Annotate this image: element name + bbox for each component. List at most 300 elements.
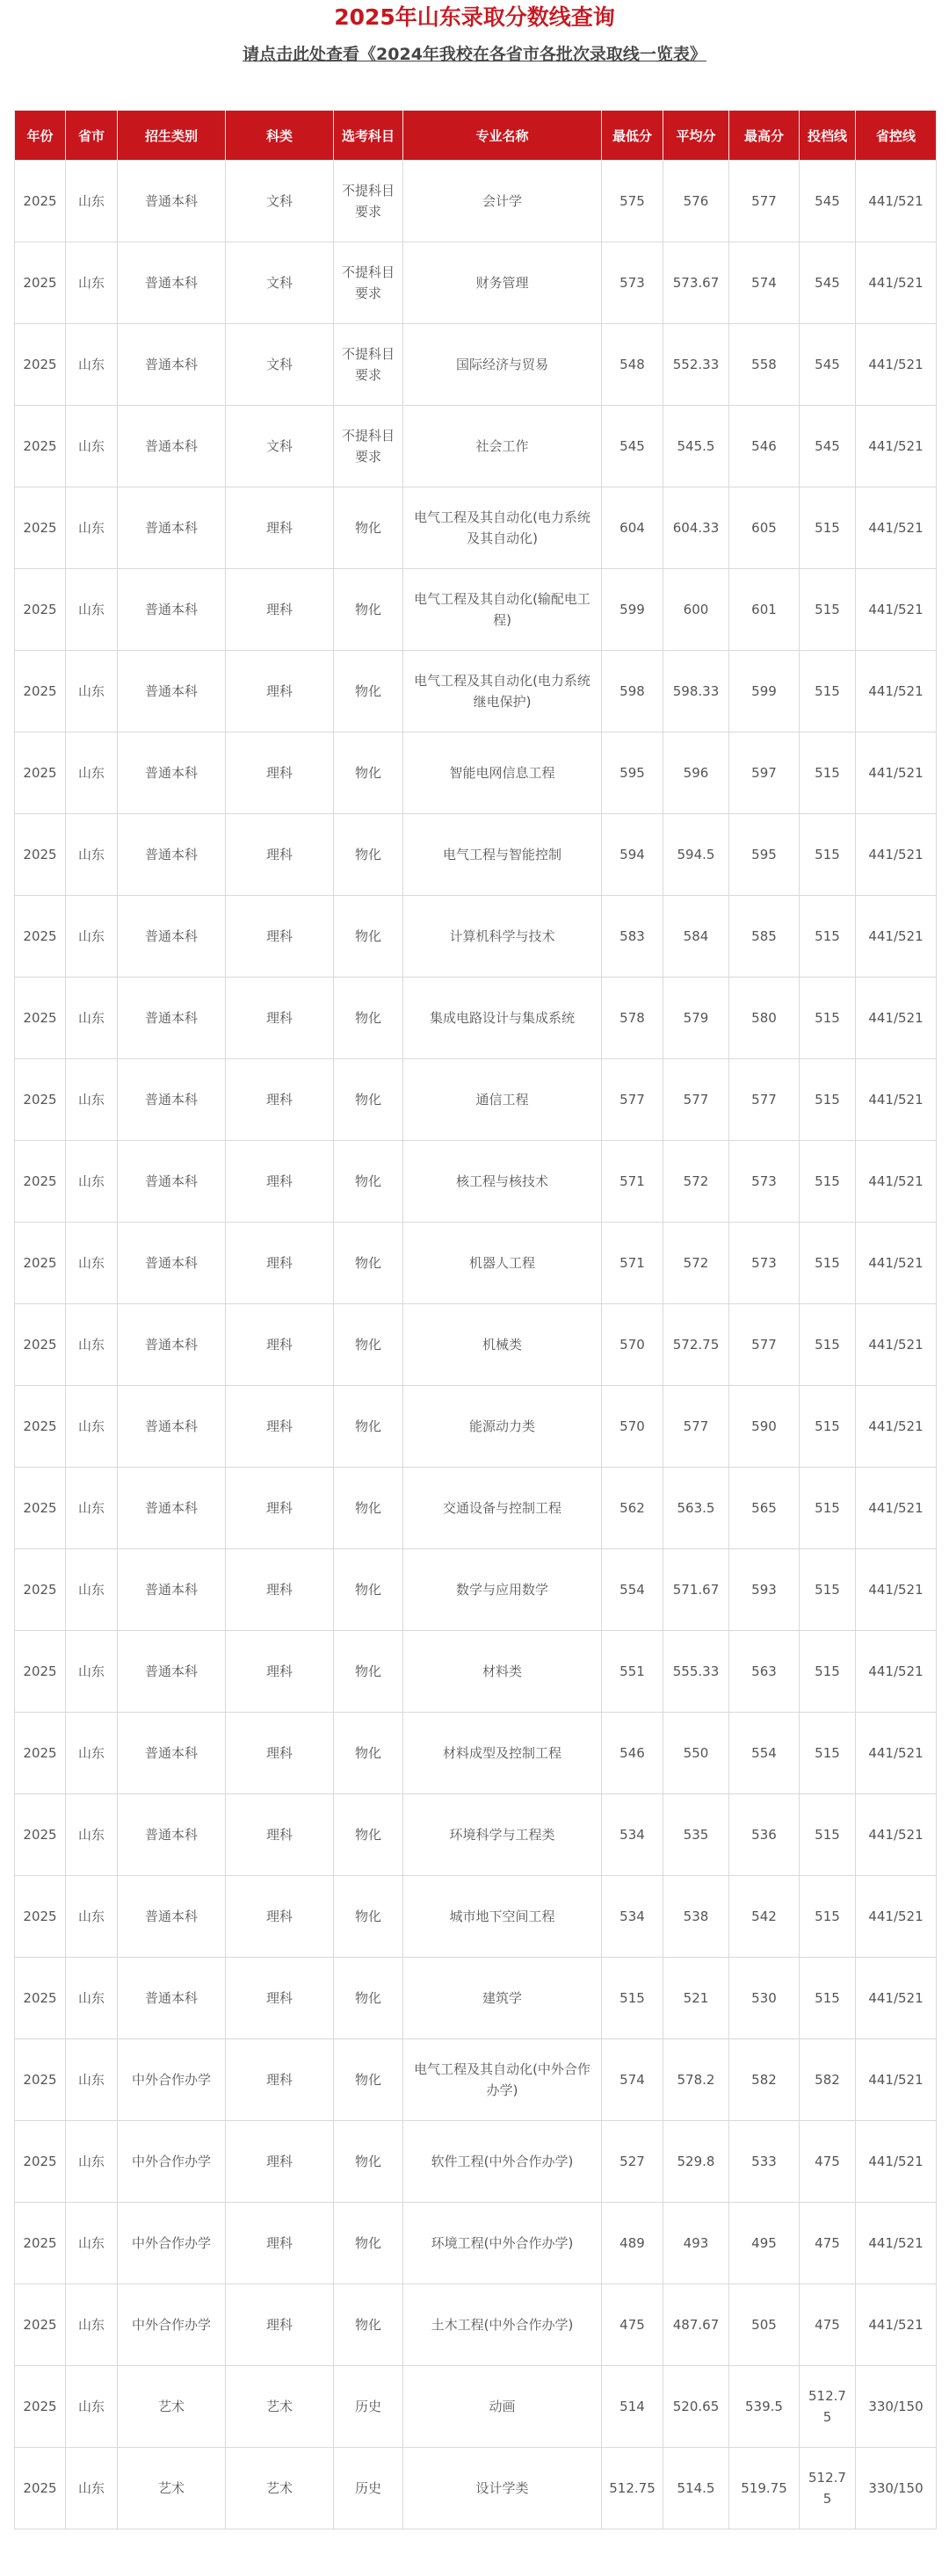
table-cell: 普通本科 bbox=[118, 1223, 226, 1304]
table-cell: 2025 bbox=[15, 1059, 66, 1141]
table-cell: 571 bbox=[602, 1141, 663, 1223]
table-cell: 545 bbox=[800, 406, 856, 487]
table-row bbox=[15, 1386, 937, 1468]
table-cell: 土木工程(中外合作办学) bbox=[403, 2284, 602, 2366]
table-cell: 2025 bbox=[15, 1223, 66, 1304]
table-cell: 571 bbox=[602, 1223, 663, 1304]
table-cell: 2025 bbox=[15, 1794, 66, 1876]
column-header: 平均分 bbox=[663, 111, 729, 161]
table-cell: 475 bbox=[800, 2203, 856, 2284]
table-cell: 山东 bbox=[66, 406, 118, 487]
table-cell: 环境工程(中外合作办学) bbox=[403, 2203, 602, 2284]
table-cell: 582 bbox=[729, 2039, 800, 2121]
table-cell: 山东 bbox=[66, 1549, 118, 1631]
table-cell: 理科 bbox=[226, 814, 334, 896]
table-cell: 山东 bbox=[66, 161, 118, 242]
table-cell: 546 bbox=[729, 406, 800, 487]
table-cell: 584 bbox=[663, 896, 729, 978]
table-row bbox=[15, 2448, 937, 2529]
table-cell: 理科 bbox=[226, 2284, 334, 2366]
table-cell: 国际经济与贸易 bbox=[403, 324, 602, 406]
column-header: 省市 bbox=[66, 111, 118, 161]
table-cell: 487.67 bbox=[663, 2284, 729, 2366]
table-cell: 583 bbox=[602, 896, 663, 978]
table-cell: 2025 bbox=[15, 2121, 66, 2203]
table-cell: 物化 bbox=[334, 569, 403, 651]
table-row bbox=[15, 1141, 937, 1223]
table-cell: 理科 bbox=[226, 1059, 334, 1141]
table-cell: 441/521 bbox=[856, 324, 937, 406]
table-cell: 理科 bbox=[226, 978, 334, 1059]
table-cell: 2025 bbox=[15, 1549, 66, 1631]
table-cell: 576 bbox=[663, 161, 729, 242]
table-cell: 515 bbox=[800, 1876, 856, 1958]
column-header: 年份 bbox=[15, 111, 66, 161]
table-cell: 441/521 bbox=[856, 1549, 937, 1631]
table-cell: 515 bbox=[800, 1304, 856, 1386]
table-cell: 599 bbox=[602, 569, 663, 651]
table-cell: 中外合作办学 bbox=[118, 2284, 226, 2366]
table-cell: 山东 bbox=[66, 1468, 118, 1549]
table-cell: 电气工程及其自动化(中外合作办学) bbox=[403, 2039, 602, 2121]
table-cell: 441/521 bbox=[856, 242, 937, 324]
table-cell: 571.67 bbox=[663, 1549, 729, 1631]
table-row bbox=[15, 1876, 937, 1958]
table-cell: 山东 bbox=[66, 978, 118, 1059]
table-cell: 515 bbox=[800, 1549, 856, 1631]
table-cell: 330/150 bbox=[856, 2366, 937, 2448]
table-cell: 577 bbox=[729, 161, 800, 242]
table-cell: 574 bbox=[729, 242, 800, 324]
table-cell: 理科 bbox=[226, 1713, 334, 1794]
table-cell: 598 bbox=[602, 651, 663, 732]
table-row bbox=[15, 1794, 937, 1876]
table-cell: 572 bbox=[663, 1223, 729, 1304]
table-header-row bbox=[15, 111, 937, 161]
column-header: 招生类别 bbox=[118, 111, 226, 161]
table-cell: 普通本科 bbox=[118, 406, 226, 487]
table-cell: 物化 bbox=[334, 1794, 403, 1876]
table-cell: 550 bbox=[663, 1713, 729, 1794]
table-cell: 558 bbox=[729, 324, 800, 406]
table-cell: 570 bbox=[602, 1386, 663, 1468]
table-cell: 441/521 bbox=[856, 2284, 937, 2366]
table-cell: 历史 bbox=[334, 2448, 403, 2529]
table-cell: 山东 bbox=[66, 324, 118, 406]
table-cell: 2025 bbox=[15, 242, 66, 324]
table-row bbox=[15, 487, 937, 569]
table-cell: 539.5 bbox=[729, 2366, 800, 2448]
table-cell: 577 bbox=[729, 1304, 800, 1386]
table-cell: 普通本科 bbox=[118, 1386, 226, 1468]
table-cell: 2025 bbox=[15, 1468, 66, 1549]
table-cell: 441/521 bbox=[856, 978, 937, 1059]
table-cell: 515 bbox=[800, 651, 856, 732]
table-cell: 物化 bbox=[334, 1141, 403, 1223]
table-cell: 441/521 bbox=[856, 1386, 937, 1468]
table-cell: 597 bbox=[729, 732, 800, 814]
table-row bbox=[15, 732, 937, 814]
table-cell: 山东 bbox=[66, 487, 118, 569]
table-cell: 493 bbox=[663, 2203, 729, 2284]
table-cell: 物化 bbox=[334, 1876, 403, 1958]
table-cell: 475 bbox=[800, 2284, 856, 2366]
table-cell: 物化 bbox=[334, 1059, 403, 1141]
table-cell: 理科 bbox=[226, 1141, 334, 1223]
table-cell: 集成电路设计与集成系统 bbox=[403, 978, 602, 1059]
table-cell: 电气工程与智能控制 bbox=[403, 814, 602, 896]
table-cell: 历史 bbox=[334, 2366, 403, 2448]
table-cell: 441/521 bbox=[856, 1958, 937, 2039]
table-cell: 普通本科 bbox=[118, 324, 226, 406]
table-cell: 物化 bbox=[334, 814, 403, 896]
table-cell: 330/150 bbox=[856, 2448, 937, 2529]
table-cell: 573 bbox=[729, 1141, 800, 1223]
table-cell: 普通本科 bbox=[118, 1958, 226, 2039]
table-cell: 物化 bbox=[334, 1468, 403, 1549]
table-cell: 山东 bbox=[66, 1141, 118, 1223]
table-cell: 电气工程及其自动化(电力系统继电保护) bbox=[403, 651, 602, 732]
table-cell: 515 bbox=[800, 1631, 856, 1713]
table-row bbox=[15, 1468, 937, 1549]
table-cell: 普通本科 bbox=[118, 161, 226, 242]
table-row bbox=[15, 1713, 937, 1794]
table-cell: 578 bbox=[602, 978, 663, 1059]
table-row bbox=[15, 2039, 937, 2121]
table-cell: 山东 bbox=[66, 2039, 118, 2121]
table-cell: 普通本科 bbox=[118, 896, 226, 978]
table-cell: 515 bbox=[800, 1141, 856, 1223]
table-cell: 580 bbox=[729, 978, 800, 1059]
table-row bbox=[15, 978, 937, 1059]
table-cell: 554 bbox=[729, 1713, 800, 1794]
table-cell: 通信工程 bbox=[403, 1059, 602, 1141]
table-cell: 文科 bbox=[226, 324, 334, 406]
table-cell: 577 bbox=[602, 1059, 663, 1141]
table-cell: 577 bbox=[729, 1059, 800, 1141]
table-cell: 573 bbox=[602, 242, 663, 324]
table-cell: 山东 bbox=[66, 2366, 118, 2448]
table-cell: 物化 bbox=[334, 1958, 403, 2039]
table-cell: 573 bbox=[729, 1223, 800, 1304]
table-cell: 山东 bbox=[66, 2121, 118, 2203]
table-cell: 515 bbox=[800, 1713, 856, 1794]
table-cell: 电气工程及其自动化(输配电工程) bbox=[403, 569, 602, 651]
table-cell: 542 bbox=[729, 1876, 800, 1958]
table-cell: 515 bbox=[800, 1794, 856, 1876]
table-cell: 普通本科 bbox=[118, 1631, 226, 1713]
table-cell: 441/521 bbox=[856, 2121, 937, 2203]
table-cell: 物化 bbox=[334, 1631, 403, 1713]
table-cell: 562 bbox=[602, 1468, 663, 1549]
table-cell: 物化 bbox=[334, 1713, 403, 1794]
table-cell: 2025 bbox=[15, 2448, 66, 2529]
table-cell: 585 bbox=[729, 896, 800, 978]
table-cell: 601 bbox=[729, 569, 800, 651]
table-cell: 山东 bbox=[66, 732, 118, 814]
table-cell: 2025 bbox=[15, 487, 66, 569]
table-cell: 山东 bbox=[66, 1059, 118, 1141]
table-cell: 文科 bbox=[226, 406, 334, 487]
table-cell: 563.5 bbox=[663, 1468, 729, 1549]
table-row bbox=[15, 1059, 937, 1141]
table-row bbox=[15, 324, 937, 406]
table-cell: 535 bbox=[663, 1794, 729, 1876]
table-cell: 2025 bbox=[15, 1141, 66, 1223]
table-cell: 551 bbox=[602, 1631, 663, 1713]
table-cell: 573.67 bbox=[663, 242, 729, 324]
table-cell: 2025 bbox=[15, 814, 66, 896]
table-cell: 交通设备与控制工程 bbox=[403, 1468, 602, 1549]
table-row bbox=[15, 1631, 937, 1713]
table-cell: 593 bbox=[729, 1549, 800, 1631]
table-cell: 545 bbox=[602, 406, 663, 487]
table-cell: 普通本科 bbox=[118, 1876, 226, 1958]
table-cell: 城市地下空间工程 bbox=[403, 1876, 602, 1958]
table-cell: 515 bbox=[602, 1958, 663, 2039]
table-cell: 512.75 bbox=[800, 2366, 856, 2448]
table-cell: 520.65 bbox=[663, 2366, 729, 2448]
table-cell: 441/521 bbox=[856, 732, 937, 814]
table-cell: 594.5 bbox=[663, 814, 729, 896]
table-cell: 计算机科学与技术 bbox=[403, 896, 602, 978]
table-cell: 理科 bbox=[226, 896, 334, 978]
table-cell: 2025 bbox=[15, 406, 66, 487]
table-cell: 理科 bbox=[226, 1223, 334, 1304]
table-cell: 552.33 bbox=[663, 324, 729, 406]
table-cell: 545 bbox=[800, 324, 856, 406]
table-cell: 578.2 bbox=[663, 2039, 729, 2121]
table-cell: 599 bbox=[729, 651, 800, 732]
table-cell: 物化 bbox=[334, 1304, 403, 1386]
table-cell: 2025 bbox=[15, 2203, 66, 2284]
table-cell: 441/521 bbox=[856, 896, 937, 978]
table-cell: 普通本科 bbox=[118, 1304, 226, 1386]
table-cell: 山东 bbox=[66, 1958, 118, 2039]
table-cell: 理科 bbox=[226, 487, 334, 569]
table-row bbox=[15, 1958, 937, 2039]
table-cell: 物化 bbox=[334, 2203, 403, 2284]
table-cell: 534 bbox=[602, 1794, 663, 1876]
table-cell: 艺术 bbox=[226, 2448, 334, 2529]
table-cell: 441/521 bbox=[856, 1876, 937, 1958]
table-cell: 山东 bbox=[66, 1713, 118, 1794]
table-cell: 物化 bbox=[334, 1223, 403, 1304]
table-cell: 物化 bbox=[334, 1549, 403, 1631]
table-cell: 512.75 bbox=[800, 2448, 856, 2529]
table-row bbox=[15, 1549, 937, 1631]
table-cell: 理科 bbox=[226, 1631, 334, 1713]
column-header: 科类 bbox=[226, 111, 334, 161]
table-cell: 软件工程(中外合作办学) bbox=[403, 2121, 602, 2203]
table-cell: 596 bbox=[663, 732, 729, 814]
table-cell: 441/521 bbox=[856, 1141, 937, 1223]
table-cell: 艺术 bbox=[226, 2366, 334, 2448]
table-cell: 505 bbox=[729, 2284, 800, 2366]
table-cell: 546 bbox=[602, 1713, 663, 1794]
table-cell: 529.8 bbox=[663, 2121, 729, 2203]
table-cell: 2025 bbox=[15, 651, 66, 732]
table-cell: 山东 bbox=[66, 2203, 118, 2284]
table-cell: 物化 bbox=[334, 978, 403, 1059]
table-cell: 441/521 bbox=[856, 1468, 937, 1549]
table-cell: 物化 bbox=[334, 2121, 403, 2203]
table-row bbox=[15, 242, 937, 324]
table-cell: 2025 bbox=[15, 569, 66, 651]
table-cell: 441/521 bbox=[856, 814, 937, 896]
table-cell: 中外合作办学 bbox=[118, 2039, 226, 2121]
table-cell: 594 bbox=[602, 814, 663, 896]
table-cell: 545 bbox=[800, 242, 856, 324]
table-cell: 山东 bbox=[66, 2284, 118, 2366]
table-cell: 515 bbox=[800, 1958, 856, 2039]
table-cell: 441/521 bbox=[856, 1631, 937, 1713]
table-cell: 不提科目要求 bbox=[334, 161, 403, 242]
table-cell: 艺术 bbox=[118, 2448, 226, 2529]
table-cell: 598.33 bbox=[663, 651, 729, 732]
table-cell: 普通本科 bbox=[118, 487, 226, 569]
table-cell: 数学与应用数学 bbox=[403, 1549, 602, 1631]
table-cell: 理科 bbox=[226, 651, 334, 732]
column-header: 最高分 bbox=[729, 111, 800, 161]
table-cell: 机器人工程 bbox=[403, 1223, 602, 1304]
table-cell: 2025 bbox=[15, 1631, 66, 1713]
table-cell: 文科 bbox=[226, 161, 334, 242]
table-body bbox=[15, 161, 937, 2529]
table-cell: 574 bbox=[602, 2039, 663, 2121]
table-cell: 普通本科 bbox=[118, 1549, 226, 1631]
table-cell: 理科 bbox=[226, 1958, 334, 2039]
table-cell: 物化 bbox=[334, 896, 403, 978]
table-cell: 515 bbox=[800, 814, 856, 896]
table-cell: 不提科目要求 bbox=[334, 242, 403, 324]
table-cell: 山东 bbox=[66, 1876, 118, 1958]
column-header: 省控线 bbox=[856, 111, 937, 161]
table-cell: 2025 bbox=[15, 1713, 66, 1794]
table-cell: 515 bbox=[800, 1468, 856, 1549]
column-header: 选考科目 bbox=[334, 111, 403, 161]
table-cell: 普通本科 bbox=[118, 814, 226, 896]
table-cell: 物化 bbox=[334, 487, 403, 569]
table-cell: 山东 bbox=[66, 896, 118, 978]
table-cell: 515 bbox=[800, 896, 856, 978]
table-cell: 社会工作 bbox=[403, 406, 602, 487]
table-cell: 理科 bbox=[226, 1876, 334, 1958]
table-cell: 441/521 bbox=[856, 1223, 937, 1304]
table-cell: 533 bbox=[729, 2121, 800, 2203]
table-cell: 441/521 bbox=[856, 161, 937, 242]
table-cell: 515 bbox=[800, 1223, 856, 1304]
table-cell: 理科 bbox=[226, 2203, 334, 2284]
table-cell: 548 bbox=[602, 324, 663, 406]
table-cell: 能源动力类 bbox=[403, 1386, 602, 1468]
table-cell: 515 bbox=[800, 1059, 856, 1141]
table-cell: 590 bbox=[729, 1386, 800, 1468]
table-cell: 512.75 bbox=[602, 2448, 663, 2529]
table-cell: 山东 bbox=[66, 651, 118, 732]
table-cell: 577 bbox=[663, 1059, 729, 1141]
table-cell: 514.5 bbox=[663, 2448, 729, 2529]
table-cell: 536 bbox=[729, 1794, 800, 1876]
table-cell: 441/521 bbox=[856, 1059, 937, 1141]
table-cell: 515 bbox=[800, 487, 856, 569]
table-cell: 577 bbox=[663, 1386, 729, 1468]
table-cell: 2025 bbox=[15, 161, 66, 242]
table-cell: 579 bbox=[663, 978, 729, 1059]
table-cell: 582 bbox=[800, 2039, 856, 2121]
table-cell: 理科 bbox=[226, 1468, 334, 1549]
table-cell: 山东 bbox=[66, 1794, 118, 1876]
table-cell: 441/521 bbox=[856, 406, 937, 487]
table-cell: 普通本科 bbox=[118, 978, 226, 1059]
table-cell: 515 bbox=[800, 1386, 856, 1468]
table-cell: 527 bbox=[602, 2121, 663, 2203]
table-cell: 物化 bbox=[334, 1386, 403, 1468]
table-cell: 2025 bbox=[15, 1958, 66, 2039]
table-cell: 理科 bbox=[226, 1794, 334, 1876]
table-cell: 普通本科 bbox=[118, 242, 226, 324]
table-cell: 441/521 bbox=[856, 1794, 937, 1876]
table-cell: 普通本科 bbox=[118, 1059, 226, 1141]
table-cell: 机械类 bbox=[403, 1304, 602, 1386]
table-cell: 普通本科 bbox=[118, 651, 226, 732]
table-cell: 环境科学与工程类 bbox=[403, 1794, 602, 1876]
table-cell: 理科 bbox=[226, 2121, 334, 2203]
table-cell: 2025 bbox=[15, 978, 66, 1059]
table-cell: 理科 bbox=[226, 2039, 334, 2121]
table-cell: 中外合作办学 bbox=[118, 2203, 226, 2284]
table-cell: 570 bbox=[602, 1304, 663, 1386]
table-cell: 441/521 bbox=[856, 1713, 937, 1794]
table-cell: 565 bbox=[729, 1468, 800, 1549]
table-cell: 441/521 bbox=[856, 2039, 937, 2121]
table-cell: 普通本科 bbox=[118, 1141, 226, 1223]
table-row bbox=[15, 2284, 937, 2366]
table-cell: 521 bbox=[663, 1958, 729, 2039]
table-cell: 604 bbox=[602, 487, 663, 569]
table-row bbox=[15, 2121, 937, 2203]
table-cell: 2025 bbox=[15, 1876, 66, 1958]
table-cell: 2025 bbox=[15, 896, 66, 978]
admission-lines-link[interactable]: 请点击此处查看《2024年我校在各省市各批次录取线一览表》 bbox=[243, 45, 706, 64]
table-cell: 物化 bbox=[334, 2039, 403, 2121]
table-cell: 545.5 bbox=[663, 406, 729, 487]
table-row bbox=[15, 1223, 937, 1304]
table-cell: 441/521 bbox=[856, 651, 937, 732]
table-row bbox=[15, 814, 937, 896]
table-cell: 普通本科 bbox=[118, 1794, 226, 1876]
column-header: 最低分 bbox=[602, 111, 663, 161]
table-cell: 545 bbox=[800, 161, 856, 242]
table-cell: 普通本科 bbox=[118, 1713, 226, 1794]
table-cell: 物化 bbox=[334, 732, 403, 814]
table-cell: 会计学 bbox=[403, 161, 602, 242]
table-cell: 534 bbox=[602, 1876, 663, 1958]
table-cell: 核工程与核技术 bbox=[403, 1141, 602, 1223]
table-cell: 575 bbox=[602, 161, 663, 242]
column-header: 投档线 bbox=[800, 111, 856, 161]
table-cell: 山东 bbox=[66, 1304, 118, 1386]
table-cell: 理科 bbox=[226, 1386, 334, 1468]
table-row bbox=[15, 161, 937, 242]
table-cell: 不提科目要求 bbox=[334, 406, 403, 487]
table-cell: 441/521 bbox=[856, 1304, 937, 1386]
table-cell: 475 bbox=[800, 2121, 856, 2203]
table-cell: 441/521 bbox=[856, 2203, 937, 2284]
table-cell: 山东 bbox=[66, 814, 118, 896]
table-cell: 山东 bbox=[66, 2448, 118, 2529]
table-cell: 财务管理 bbox=[403, 242, 602, 324]
